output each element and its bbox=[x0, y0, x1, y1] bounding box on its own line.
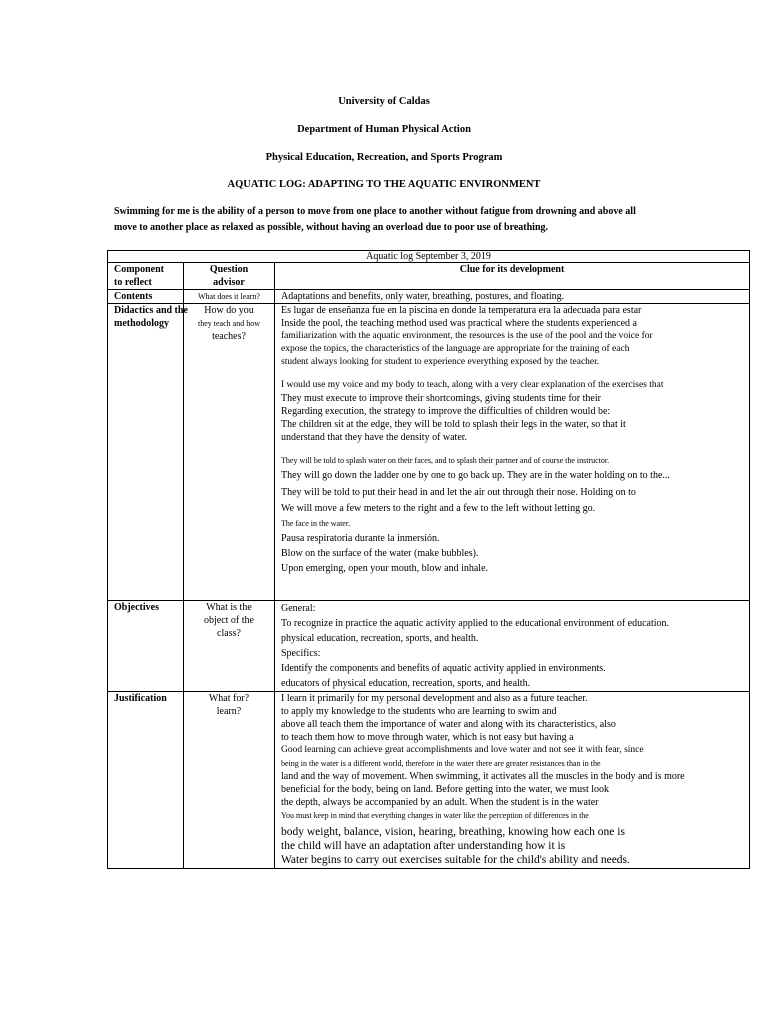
clue-line: understand that they have the density of water. bbox=[281, 432, 468, 443]
header-line: Component bbox=[114, 264, 165, 275]
intro-line: Swimming for me is the ability of a person to move from one place to another without fatigue from drowning and above all bbox=[114, 206, 636, 217]
clue-line: student always looking for student to experience everything exposed by the teacher. bbox=[281, 357, 600, 367]
table-header-row bbox=[108, 263, 750, 290]
clue-line: The face in the water. bbox=[281, 519, 351, 528]
component-cell: Objectives bbox=[108, 601, 184, 692]
clue-line: Water begins to carry out exercises suitable for the child's ability and needs. bbox=[281, 854, 630, 866]
clue-header: Clue for its development bbox=[275, 263, 750, 290]
clue-line: Inside the pool, the teaching method used was practical where the students experienced a bbox=[281, 318, 637, 329]
clue-line: They must execute to improve their shortcomings, giving students time for their bbox=[281, 393, 601, 404]
clue-line: They will go down the ladder one by one to go back up. They are in the water holding on to the... bbox=[281, 470, 670, 481]
clue-line: body weight, balance, vision, hearing, breathing, knowing how each one is bbox=[281, 826, 625, 838]
aquatic-log-table bbox=[107, 250, 750, 869]
question-cell bbox=[184, 601, 275, 692]
clue-line: Identify the components and benefits of aquatic activity applied in environments. bbox=[281, 663, 606, 674]
question-line: What is the bbox=[206, 602, 252, 613]
clue-line: I learn it primarily for my personal development and also as a future teacher. bbox=[281, 693, 588, 704]
clue-line: We will move a few meters to the right and a few to the left without letting go. bbox=[281, 503, 596, 514]
component-cell: Justification bbox=[108, 692, 184, 869]
component-header bbox=[108, 263, 184, 290]
intro-paragraph bbox=[114, 204, 674, 236]
clue-line: They will be told to put their head in and let the air out through their nose. Holding on to bbox=[281, 487, 636, 498]
component-cell bbox=[108, 304, 188, 601]
question-cell bbox=[184, 304, 275, 601]
question-line: What for? bbox=[208, 693, 250, 704]
table-row bbox=[108, 290, 750, 304]
clue-cell bbox=[275, 304, 750, 601]
clue-line: Good learning can achieve great accomplishments and love water and not see it with fear, since bbox=[281, 745, 644, 755]
clue-line: above all teach them the importance of water and along with its characteristics, also bbox=[281, 719, 616, 730]
clue-line: to apply my knowledge to the students who are learning to swim and bbox=[281, 706, 557, 717]
header-line: Question bbox=[209, 264, 249, 275]
clue-line: physical education, recreation, sports, and health. bbox=[281, 633, 479, 644]
clue-line: To recognize in practice the aquatic activity applied to the educational environment of education. bbox=[281, 618, 670, 629]
clue-line: You must keep in mind that everything changes in water like the perception of differences in the bbox=[281, 811, 589, 820]
university-heading: University of Caldas bbox=[338, 96, 430, 107]
question-header bbox=[184, 263, 275, 290]
question-cell bbox=[184, 692, 275, 869]
clue-line: I would use my voice and my body to teach, along with a very clear explanation of the exercises that bbox=[281, 380, 664, 390]
clue-cell: Adaptations and benefits, only water, breathing, postures, and floating. bbox=[275, 290, 750, 304]
table-row bbox=[108, 304, 750, 601]
question-line: teaches? bbox=[212, 331, 246, 342]
clue-line: beneficial for the body, being on land. Before getting into the water, we must look bbox=[281, 784, 610, 795]
program-heading: Physical Education, Recreation, and Sports Program bbox=[265, 152, 503, 163]
question-line: they teach and how bbox=[198, 319, 260, 328]
clue-line: Upon emerging, open your mouth, blow and inhale. bbox=[281, 563, 489, 574]
clue-line: expose the topics, the characteristics of the language are appropriate for the training of each bbox=[281, 344, 630, 354]
question-line: object of the bbox=[204, 615, 254, 626]
clue-cell bbox=[275, 601, 750, 692]
document-title: AQUATIC LOG: ADAPTING TO THE AQUATIC ENVIRONMENT bbox=[227, 179, 541, 190]
clue-line: Blow on the surface of the water (make bubbles). bbox=[281, 548, 479, 559]
question-line: learn? bbox=[216, 706, 242, 717]
department-heading: Department of Human Physical Action bbox=[297, 124, 471, 135]
clue-line: familiarization with the aquatic environment, the resources is the use of the pool and the voice for bbox=[281, 331, 653, 341]
clue-line: Regarding execution, the strategy to improve the difficulties of children would be: bbox=[281, 406, 611, 417]
component-line: methodology bbox=[114, 318, 169, 329]
table-title-row bbox=[108, 251, 750, 263]
table-row bbox=[108, 601, 750, 692]
clue-cell bbox=[275, 692, 750, 869]
clue-line: being in the water is a different world, therefore in the water there are greater resistances than in the bbox=[281, 759, 601, 768]
clue-line: Pausa respiratoria durante la inmersión. bbox=[281, 533, 440, 544]
clue-line: to teach them how to move through water, which is not easy but having a bbox=[281, 732, 574, 743]
header-line: to reflect bbox=[114, 277, 152, 288]
table-title: Aquatic log September 3, 2019 bbox=[108, 251, 750, 263]
question-cell: What does it learn? bbox=[184, 290, 275, 304]
component-line: Didactics and the bbox=[114, 305, 188, 316]
clue-line: The children sit at the edge, they will be told to splash their legs in the water, so that it bbox=[281, 419, 626, 430]
clue-line: educators of physical education, recreation, sports, and health. bbox=[281, 678, 531, 689]
clue-line: General: bbox=[281, 603, 316, 614]
clue-line: the depth, always be accompanied by an adult. When the student is in the water bbox=[281, 797, 599, 808]
clue-line: Specifics: bbox=[281, 648, 321, 659]
clue-line: land and the way of movement. When swimming, it activates all the muscles in the body and is more bbox=[281, 771, 685, 782]
clue-line: Es lugar de enseñanza fue en la piscina en donde la temperatura era la adecuada para estar bbox=[281, 305, 642, 316]
component-cell: Contents bbox=[108, 290, 184, 304]
clue-line: They will be told to splash water on their faces, and to splash their partner and of course the instructor. bbox=[281, 456, 610, 465]
question-line: class? bbox=[217, 628, 241, 639]
header-line: advisor bbox=[213, 277, 245, 288]
intro-line: move to another place as relaxed as possible, without having an overload due to poor use of breathing. bbox=[114, 222, 549, 233]
table-row bbox=[108, 692, 750, 869]
clue-line: the child will have an adaptation after understanding how it is bbox=[281, 840, 566, 852]
question-line: How do you bbox=[204, 305, 254, 316]
